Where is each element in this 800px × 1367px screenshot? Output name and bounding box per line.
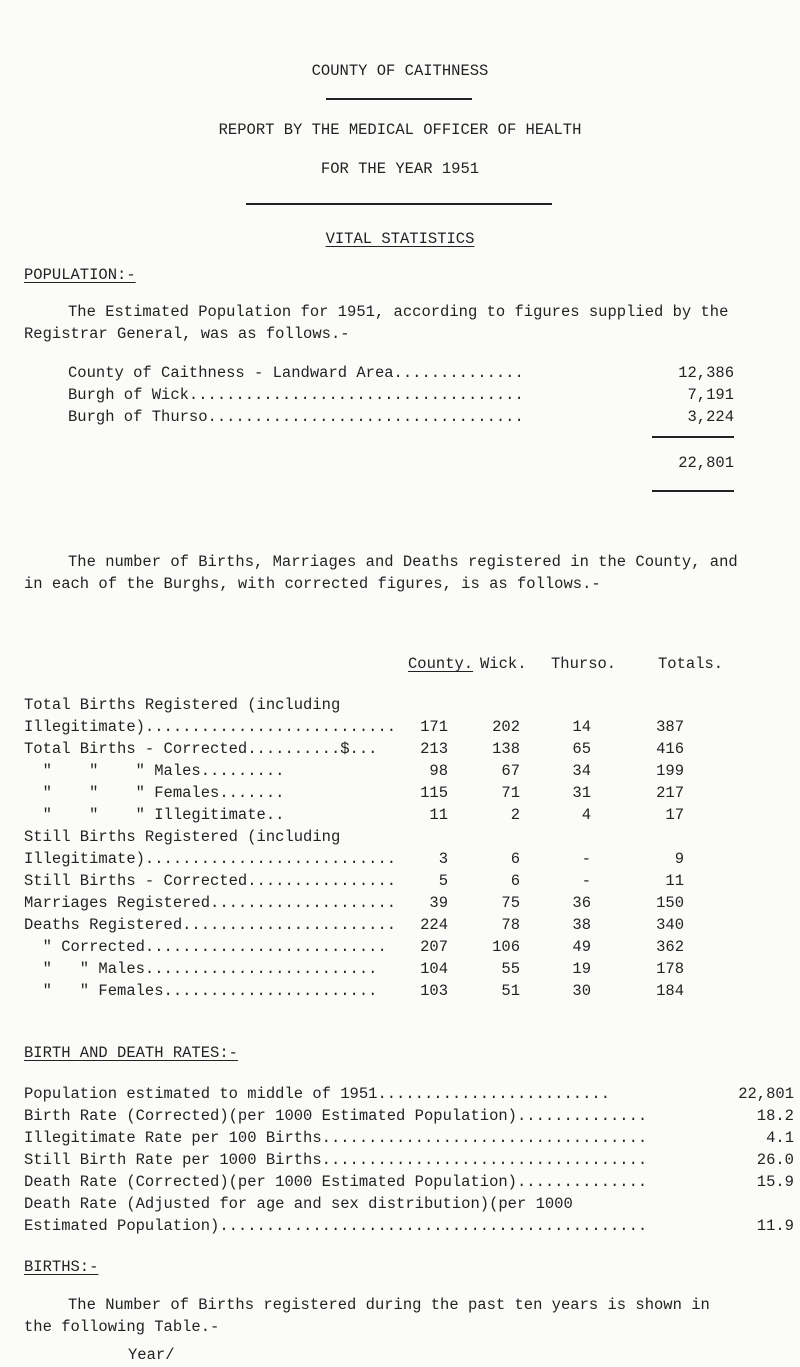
county-title: COUNTY OF CAITHNESS bbox=[311, 62, 489, 80]
cell-county: 103 bbox=[420, 982, 448, 1000]
table-row bbox=[0, 828, 800, 848]
births-heading: BIRTHS:- bbox=[24, 1258, 99, 1276]
cell-total: 184 bbox=[656, 982, 684, 1000]
rate-row bbox=[0, 1173, 800, 1193]
column-header-totals: Totals. bbox=[658, 655, 724, 673]
table-row bbox=[0, 762, 800, 782]
cell-thurso: - bbox=[581, 850, 591, 868]
cell-county: 104 bbox=[420, 960, 448, 978]
cell-county: 115 bbox=[420, 784, 448, 802]
cell-total: 199 bbox=[656, 762, 684, 780]
column-header-thurso: Thurso. bbox=[551, 655, 617, 673]
cell-wick: 106 bbox=[492, 938, 520, 956]
column-header-wick: Wick. bbox=[480, 655, 527, 673]
population-total: 22,801 bbox=[678, 454, 734, 472]
cell-thurso: 19 bbox=[572, 960, 591, 978]
table-row bbox=[0, 718, 800, 738]
cell-thurso: 65 bbox=[572, 740, 591, 758]
cell-thurso: 4 bbox=[581, 806, 591, 824]
cell-wick: 6 bbox=[510, 872, 520, 890]
cell-wick: 55 bbox=[501, 960, 520, 978]
table-intro-2: in each of the Burghs, with corrected figures, is as follows.- bbox=[24, 575, 601, 593]
cell-wick: 78 bbox=[501, 916, 520, 934]
rate-value: 22,801 bbox=[738, 1085, 794, 1103]
table-row bbox=[0, 784, 800, 804]
table-row bbox=[0, 872, 800, 892]
cell-wick: 67 bbox=[501, 762, 520, 780]
table-row bbox=[0, 960, 800, 980]
cell-total: 217 bbox=[656, 784, 684, 802]
cell-wick: 71 bbox=[501, 784, 520, 802]
table-row bbox=[0, 806, 800, 826]
population-value: 12,386 bbox=[678, 364, 734, 382]
table-row bbox=[0, 850, 800, 870]
population-heading: POPULATION:- bbox=[24, 266, 136, 284]
rate-row bbox=[0, 1217, 800, 1237]
population-intro-2: Registrar General, was as follows.- bbox=[24, 325, 350, 343]
population-total-underline bbox=[652, 490, 734, 492]
cell-thurso: 49 bbox=[572, 938, 591, 956]
rate-label: Population estimated to middle of 1951......................... bbox=[24, 1085, 610, 1103]
report-title: REPORT BY THE MEDICAL OFFICER OF HEALTH bbox=[218, 121, 582, 139]
cell-thurso: 38 bbox=[572, 916, 591, 934]
rate-label: Still Birth Rate per 1000 Births................................... bbox=[24, 1151, 648, 1169]
cell-county: 213 bbox=[420, 740, 448, 758]
cell-total: 17 bbox=[665, 806, 684, 824]
table-row-label: " " Males......................... bbox=[24, 960, 378, 978]
section-title: VITAL STATISTICS bbox=[325, 230, 475, 248]
table-row-label: Marriages Registered.................... bbox=[24, 894, 397, 912]
table-row-label: " " Females....................... bbox=[24, 982, 378, 1000]
cell-county: 11 bbox=[429, 806, 448, 824]
table-row-label: Illegitimate)........................... bbox=[24, 718, 397, 736]
table-row-label: " " " Males......... bbox=[24, 762, 285, 780]
cell-total: 9 bbox=[674, 850, 684, 868]
rate-row bbox=[0, 1151, 800, 1171]
population-total-rule bbox=[652, 436, 734, 438]
population-row bbox=[0, 408, 800, 428]
table-row bbox=[0, 894, 800, 914]
cell-thurso: 34 bbox=[572, 762, 591, 780]
table-row-label: Deaths Registered....................... bbox=[24, 916, 397, 934]
cell-total: 387 bbox=[656, 718, 684, 736]
rate-row bbox=[0, 1195, 800, 1215]
title-rule bbox=[326, 98, 472, 100]
population-row bbox=[0, 386, 800, 406]
table-intro-1: The number of Births, Marriages and Deaths registered in the County, and bbox=[68, 553, 738, 571]
rate-value: 18.2 bbox=[756, 1107, 794, 1125]
population-value: 3,224 bbox=[687, 408, 734, 426]
population-label: Burgh of Thurso.................................. bbox=[68, 408, 524, 426]
table-row-label: Still Births Registered (including bbox=[24, 828, 341, 846]
rate-value: 4.1 bbox=[766, 1129, 794, 1147]
cell-thurso: 31 bbox=[572, 784, 591, 802]
population-value: 7,191 bbox=[687, 386, 734, 404]
cell-thurso: 36 bbox=[572, 894, 591, 912]
cell-thurso: 14 bbox=[572, 718, 591, 736]
population-label: Burgh of Wick.................................... bbox=[68, 386, 524, 404]
cell-wick: 2 bbox=[510, 806, 520, 824]
cell-wick: 202 bbox=[492, 718, 520, 736]
cell-total: 362 bbox=[656, 938, 684, 956]
rate-label: Birth Rate (Corrected)(per 1000 Estimated Population).............. bbox=[24, 1107, 648, 1125]
population-row bbox=[0, 364, 800, 384]
cell-total: 150 bbox=[656, 894, 684, 912]
table-row bbox=[0, 982, 800, 1002]
rate-label: Death Rate (Adjusted for age and sex distribution)(per 1000 bbox=[24, 1195, 573, 1213]
rate-label: Estimated Population).............................................. bbox=[24, 1217, 648, 1235]
births-text-2: the following Table.- bbox=[24, 1318, 220, 1336]
table-row-label: Still Births - Corrected................ bbox=[24, 872, 397, 890]
population-intro-1: The Estimated Population for 1951, according to figures supplied by the bbox=[68, 303, 729, 321]
header-rule bbox=[246, 203, 552, 205]
cell-county: 5 bbox=[438, 872, 448, 890]
table-row-label: " Corrected.......................... bbox=[24, 938, 387, 956]
rate-value: 11.9 bbox=[756, 1217, 794, 1235]
rate-value: 15.9 bbox=[756, 1173, 794, 1191]
rates-heading: BIRTH AND DEATH RATES:- bbox=[24, 1044, 238, 1062]
cell-thurso: - bbox=[581, 872, 591, 890]
table-row bbox=[0, 916, 800, 936]
table-row bbox=[0, 740, 800, 760]
catchword: Year/ bbox=[128, 1346, 175, 1364]
report-year: FOR THE YEAR 1951 bbox=[320, 160, 480, 178]
table-row-label: " " " Females....... bbox=[24, 784, 285, 802]
table-row bbox=[0, 696, 800, 716]
table-row-label: Illegitimate)........................... bbox=[24, 850, 397, 868]
cell-county: 39 bbox=[429, 894, 448, 912]
rate-label: Illegitimate Rate per 100 Births................................... bbox=[24, 1129, 648, 1147]
cell-total: 178 bbox=[656, 960, 684, 978]
rate-label: Death Rate (Corrected)(per 1000 Estimated Population).............. bbox=[24, 1173, 648, 1191]
cell-wick: 6 bbox=[510, 850, 520, 868]
cell-wick: 51 bbox=[501, 982, 520, 1000]
cell-county: 207 bbox=[420, 938, 448, 956]
cell-total: 340 bbox=[656, 916, 684, 934]
table-row-label: Total Births - Corrected..........$... bbox=[24, 740, 378, 758]
cell-thurso: 30 bbox=[572, 982, 591, 1000]
cell-wick: 75 bbox=[501, 894, 520, 912]
column-header-county: County. bbox=[408, 655, 474, 673]
births-text-1: The Number of Births registered during the past ten years is shown in bbox=[68, 1296, 710, 1314]
population-label: County of Caithness - Landward Area.............. bbox=[68, 364, 524, 382]
population-total-row bbox=[0, 454, 800, 474]
rate-row bbox=[0, 1107, 800, 1127]
rate-value: 26.0 bbox=[756, 1151, 794, 1169]
cell-wick: 138 bbox=[492, 740, 520, 758]
cell-total: 11 bbox=[665, 872, 684, 890]
cell-county: 3 bbox=[438, 850, 448, 868]
rate-row bbox=[0, 1129, 800, 1149]
rate-row bbox=[0, 1085, 800, 1105]
cell-county: 171 bbox=[420, 718, 448, 736]
table-row bbox=[0, 938, 800, 958]
cell-total: 416 bbox=[656, 740, 684, 758]
table-row-label: Total Births Registered (including bbox=[24, 696, 341, 714]
cell-county: 98 bbox=[429, 762, 448, 780]
cell-county: 224 bbox=[420, 916, 448, 934]
table-row-label: " " " Illegitimate.. bbox=[24, 806, 285, 824]
